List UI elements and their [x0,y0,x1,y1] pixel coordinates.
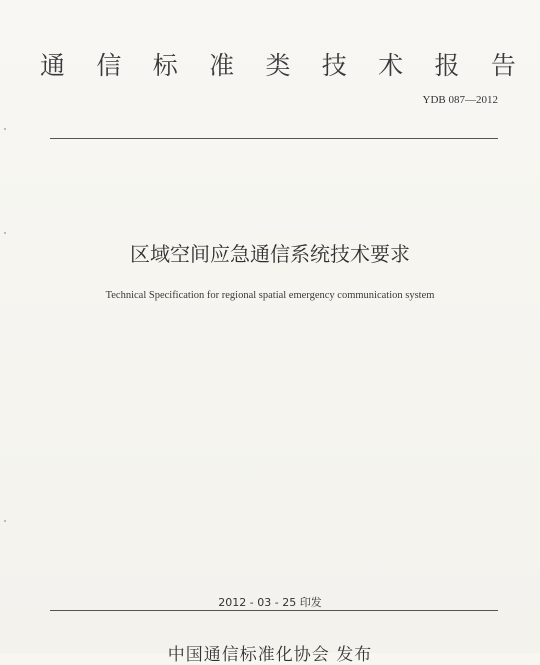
publisher-line: 中国通信标准化协会 发布 [167,645,373,665]
title-char: 告 [490,51,516,80]
issue-date: 2012 - 03 - 25 印发 [218,596,322,609]
document-code: YDB 087—2012 [422,94,498,106]
document-subtitle-english: Technical Specification for regional spatial emergency communication system [105,290,435,301]
report-category-title [40,44,516,84]
top-divider [50,138,498,139]
title-char: 术 [378,51,404,80]
bottom-divider [50,610,498,611]
title-char: 类 [265,51,291,80]
title-char: 准 [209,51,235,80]
document-title: 区域空间应急通信系统技术要求 [130,242,410,266]
title-char: 标 [152,51,178,80]
title-char: 信 [96,51,122,80]
margin-dot [4,232,6,234]
title-char: 通 [40,51,66,80]
margin-dot [4,520,6,522]
margin-dot [4,128,6,130]
title-char: 技 [321,51,347,80]
title-char: 报 [434,51,460,80]
